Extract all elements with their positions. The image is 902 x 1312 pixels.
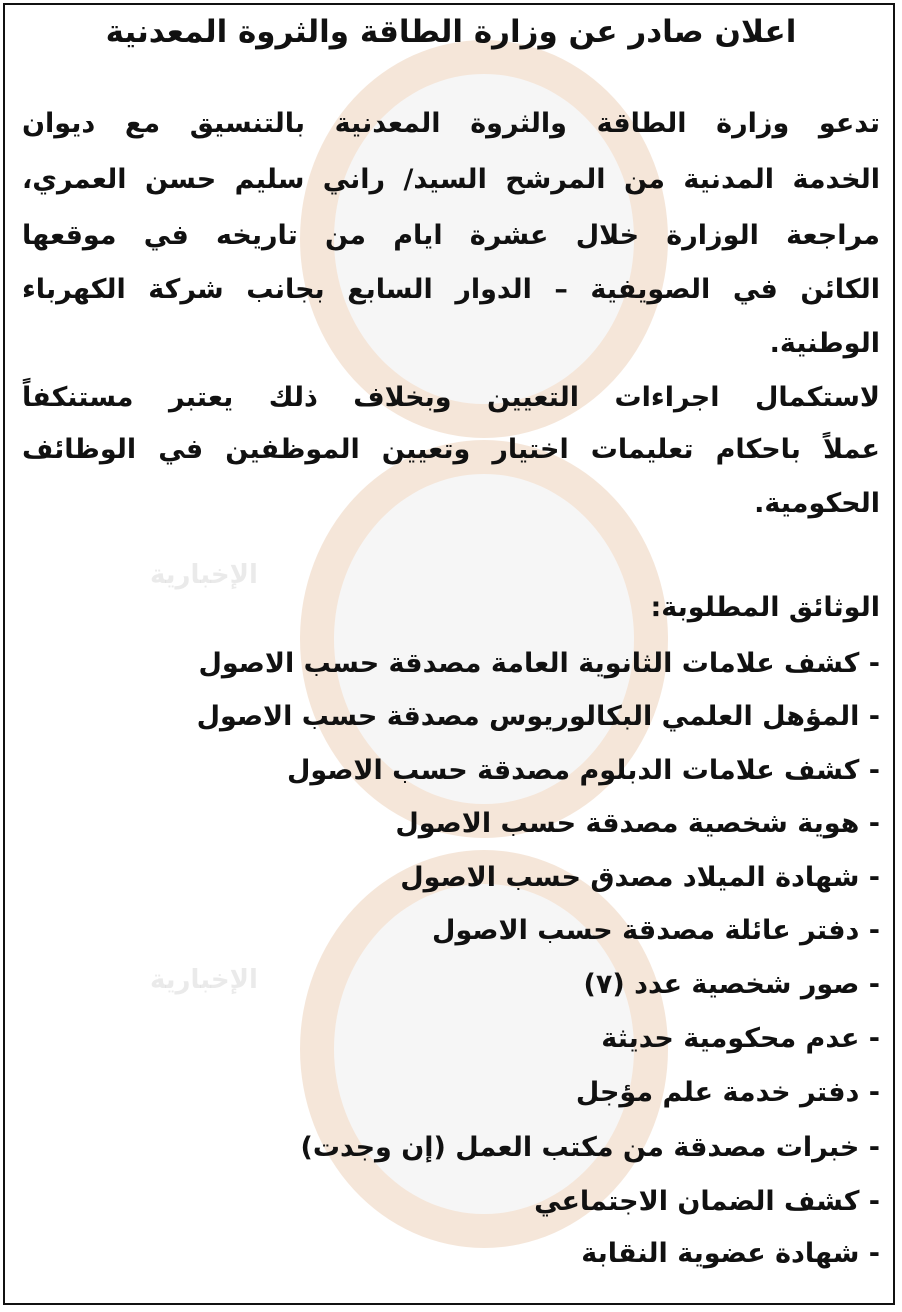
paragraph-line: عملاً باحكام تعليمات اختيار وتعيين الموظفين في الوظائف	[22, 434, 880, 465]
document-item: - المؤهل العلمي البكالوريوس مصدقة حسب الاصول	[196, 701, 880, 732]
document-item: - هوية شخصية مصدقة حسب الاصول	[395, 808, 880, 839]
document-item: - شهادة عضوية النقابة	[581, 1238, 880, 1269]
watermark-logo: الإخبارية	[150, 965, 258, 995]
documents-heading: الوثائق المطلوبة:	[650, 592, 880, 623]
document-item: - شهادة الميلاد مصدق حسب الاصول	[400, 862, 880, 893]
document-item: - كشف الضمان الاجتماعي	[534, 1186, 880, 1217]
document-item: - كشف علامات الثانوية العامة مصدقة حسب الاصول	[198, 648, 880, 679]
document-item: - خبرات مصدقة من مكتب العمل (إن وجدت)	[300, 1132, 880, 1163]
document-item: - صور شخصية عدد (٧)	[583, 969, 880, 1000]
document-item: - عدم محكومية حديثة	[601, 1023, 880, 1054]
watermark-logo: الإخبارية	[150, 560, 258, 590]
paragraph-line: مراجعة الوزارة خلال عشرة ايام من تاريخه في موقعها	[22, 220, 880, 251]
paragraph-line: الكائن في الصويفية – الدوار السابع بجانب شركة الكهرباء	[22, 274, 880, 305]
document-item: - دفتر عائلة مصدقة حسب الاصول	[432, 915, 880, 946]
paragraph-line: تدعو وزارة الطاقة والثروة المعدنية بالتنسيق مع ديوان	[22, 108, 880, 139]
paragraph-line: الحكومية.	[754, 488, 880, 519]
announcement-title: اعلان صادر عن وزارة الطاقة والثروة المعدنية	[105, 14, 797, 50]
document-item: - كشف علامات الدبلوم مصدقة حسب الاصول	[286, 755, 880, 786]
paragraph-line: لاستكمال اجراءات التعيين وبخلاف ذلك يعتبر مستنكفاً	[22, 382, 880, 413]
paragraph-line: الخدمة المدنية من المرشح السيد/ راني سليم حسن العمري،	[22, 164, 880, 195]
document-item: - دفتر خدمة علم مؤجل	[575, 1077, 880, 1108]
paragraph-line: الوطنية.	[769, 328, 880, 359]
